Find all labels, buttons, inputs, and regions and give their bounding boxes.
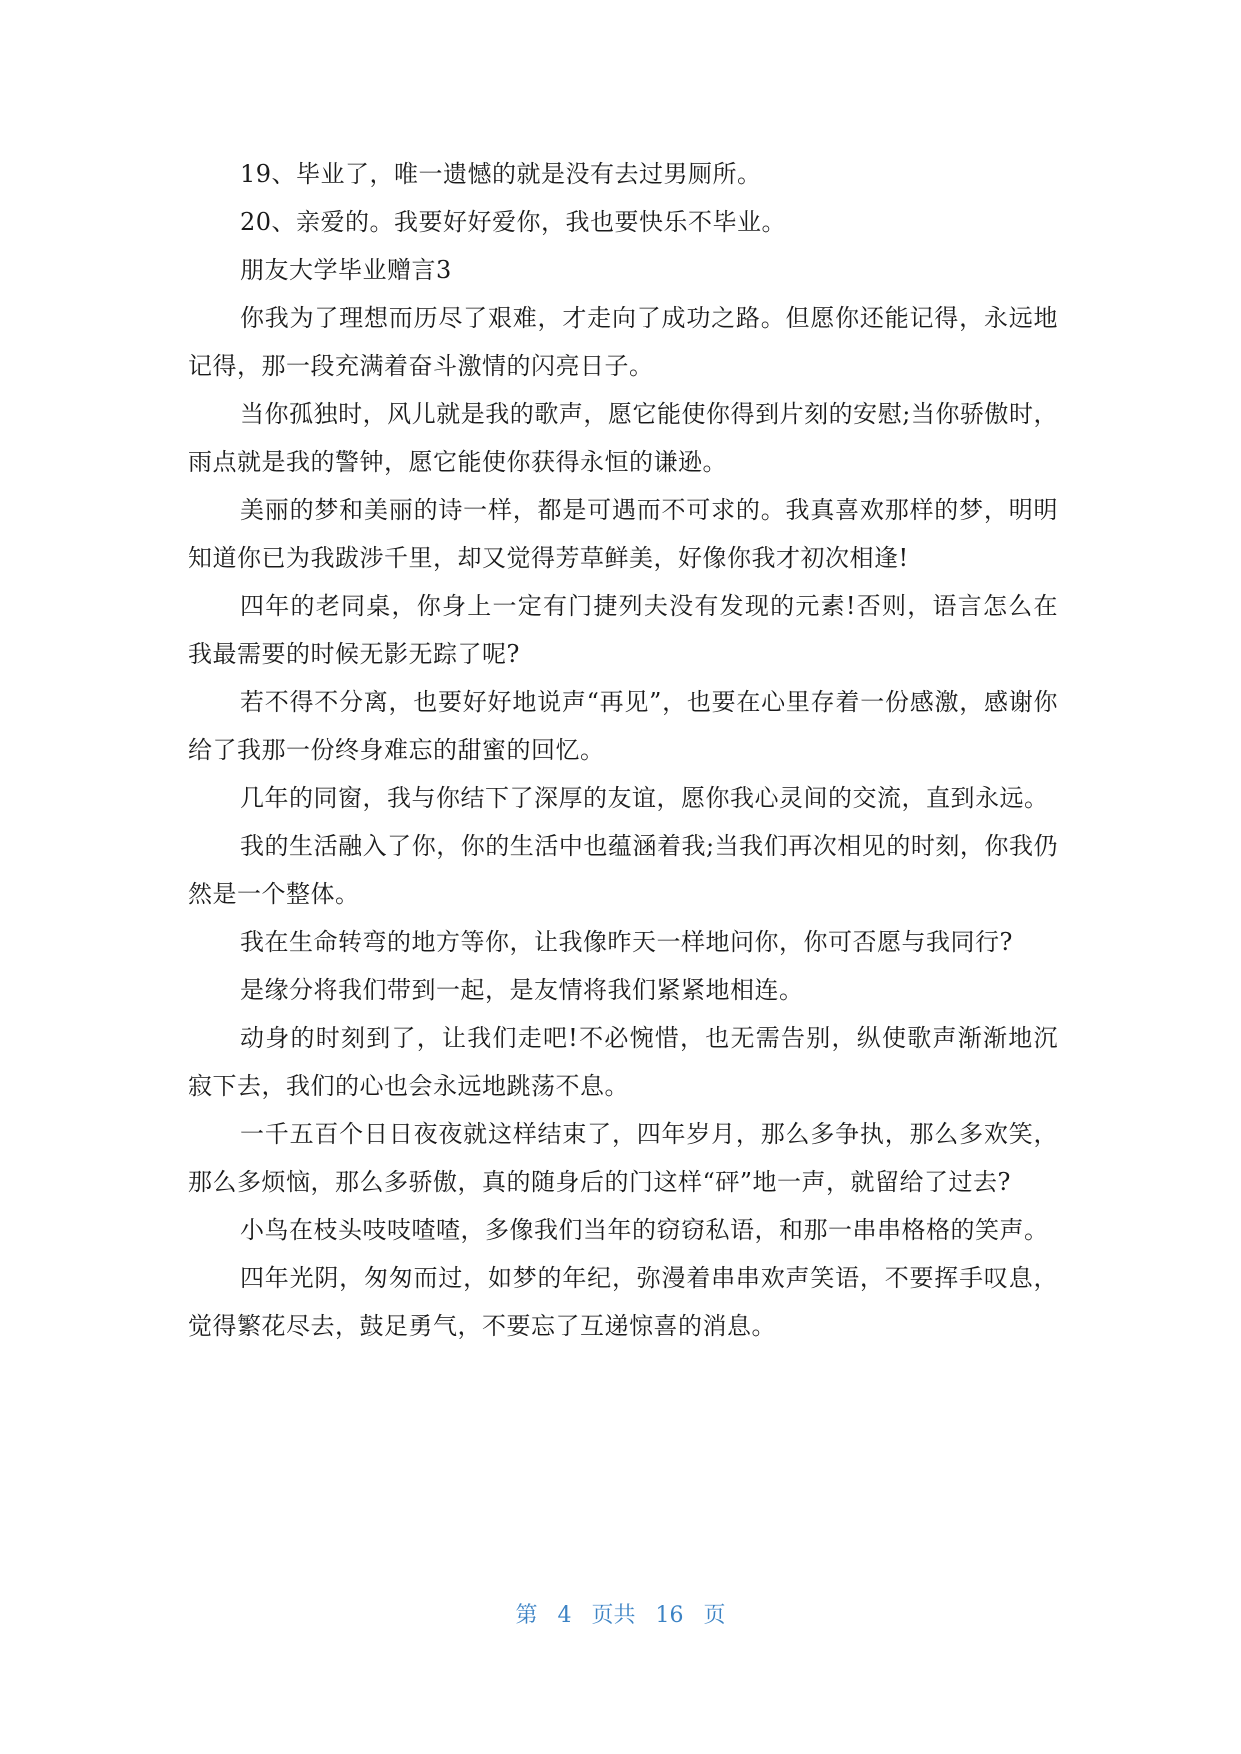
paragraph: 我在生命转弯的地方等你，让我像昨天一样地问你，你可否愿与我同行? [240,928,1013,956]
paragraph: 若不得不分离，也要好好地说声“再见”，也要在心里存着一份感激，感谢你给了我那一份终身难忘的甜蜜的回忆。 [188,688,1058,764]
section-heading: 朋友大学毕业赠言3 [240,256,452,284]
paragraph: 我的生活融入了你，你的生活中也蕴涵着我;当我们再次相见的时刻，你我仍然是一个整体。 [188,832,1058,908]
paragraph: 一千五百个日日夜夜就这样结束了，四年岁月，那么多争执，那么多欢笑，那么多烦恼，那么多骄傲，真的随身后的门这样“砰”地一声，就留给了过去? [188,1120,1058,1196]
footer-total-pages: 16 [655,1603,684,1628]
paragraph: 你我为了理想而历尽了艰难，才走向了成功之路。但愿你还能记得，永远地记得，那一段充满着奋斗激情的闪亮日子。 [188,304,1058,380]
paragraph: 是缘分将我们带到一起，是友情将我们紧紧地相连。 [240,976,804,1004]
paragraph: 动身的时刻到了，让我们走吧!不必惋惜，也无需告别，纵使歌声渐渐地沉寂下去，我们的心也会永远地跳荡不息。 [188,1024,1058,1100]
page-footer [0,1598,1241,1629]
footer-middle: 页共 [591,1603,636,1628]
paragraph: 四年光阴，匆匆而过，如梦的年纪，弥漫着串串欢声笑语，不要挥手叹息，觉得繁花尽去，鼓足勇气，不要忘了互递惊喜的消息。 [188,1264,1058,1340]
paragraph: 20、亲爱的。我要好好爱你，我也要快乐不毕业。 [240,208,787,236]
paragraph: 四年的老同桌，你身上一定有门捷列夫没有发现的元素!否则，语言怎么在我最需要的时候无影无踪了呢? [188,592,1058,668]
footer-prefix: 第 [515,1603,538,1628]
footer-suffix: 页 [703,1603,726,1628]
paragraph: 美丽的梦和美丽的诗一样，都是可遇而不可求的。我真喜欢那样的梦，明明知道你已为我跋涉千里，却又觉得芳草鲜美，好像你我才初次相逢! [188,496,1058,572]
paragraph: 小鸟在枝头吱吱喳喳，多像我们当年的窃窃私语，和那一串串格格的笑声。 [240,1216,1049,1244]
footer-page-number: 4 [557,1603,572,1628]
document-body [188,150,1058,1350]
paragraph: 当你孤独时，风儿就是我的歌声，愿它能使你得到片刻的安慰;当你骄傲时，雨点就是我的警钟，愿它能使你获得永恒的谦逊。 [188,400,1058,476]
paragraph: 19、毕业了，唯一遗憾的就是没有去过男厕所。 [240,160,762,188]
paragraph: 几年的同窗，我与你结下了深厚的友谊，愿你我心灵间的交流，直到永远。 [240,784,1049,812]
